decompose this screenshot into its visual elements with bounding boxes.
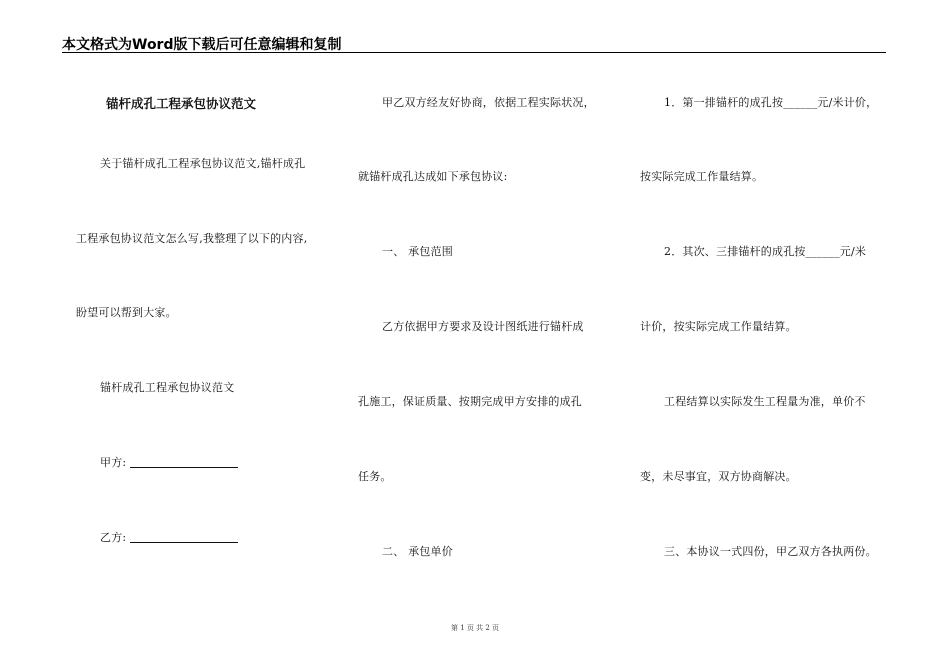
col2-line-2: 就锚杆成孔达成如下承包协议: xyxy=(358,170,508,183)
col3-line-2: 按实际完成工作量结算。 xyxy=(640,170,764,183)
party-a-signature-line xyxy=(130,467,238,468)
col2-line-6: 任务。 xyxy=(358,470,392,483)
header-divider xyxy=(62,52,886,53)
col2-line-4: 乙方依据甲方要求及设计图纸进行锚杆成 xyxy=(382,320,584,333)
party-a-label: 甲方: xyxy=(100,456,127,469)
col3-line-6: 变，未尽事宜，双方协商解决。 xyxy=(640,470,797,483)
col1-subtitle: 锚杆成孔工程承包协议范文 xyxy=(100,381,235,394)
page-number-footer: 第 1 页 共 2 页 xyxy=(450,624,500,632)
party-a-field xyxy=(100,454,238,470)
col2-section-heading-scope: 一、 承包范围 xyxy=(382,245,453,258)
col2-line-5: 孔施工，保证质量、按期完成甲方安排的成孔 xyxy=(358,395,582,408)
document-header-title: 本文格式为Word版下载后可任意编辑和复制 xyxy=(62,37,342,53)
col3-line-1: 1．第一排锚杆的成孔按______元/米计价， xyxy=(664,96,878,109)
col1-paragraph-line-1: 关于锚杆成孔工程承包协议范文,锚杆成孔 xyxy=(100,157,306,170)
party-b-label: 乙方: xyxy=(100,531,127,544)
col2-section-heading-price: 二、 承包单价 xyxy=(382,545,453,558)
col1-paragraph-line-2: 工程承包协议范文怎么写,我整理了以下的内容, xyxy=(76,232,308,245)
col3-line-7: 三、本协议一式四份，甲乙双方各执两份。 xyxy=(664,545,877,558)
document-title: 锚杆成孔工程承包协议范文 xyxy=(106,96,257,111)
col3-line-5: 工程结算以实际发生工程量为准，单价不 xyxy=(664,395,866,408)
party-b-signature-line xyxy=(130,542,238,543)
col3-line-3: 2．其次、三排锚杆的成孔按______元/米 xyxy=(664,245,867,258)
col3-line-4: 计价，按实际完成工作量结算。 xyxy=(640,320,797,333)
col1-paragraph-line-3: 盼望可以帮到大家。 xyxy=(76,306,177,319)
party-b-field xyxy=(100,529,238,545)
col2-line-1: 甲乙双方经友好协商，依据工程实际状况， xyxy=(382,96,595,109)
